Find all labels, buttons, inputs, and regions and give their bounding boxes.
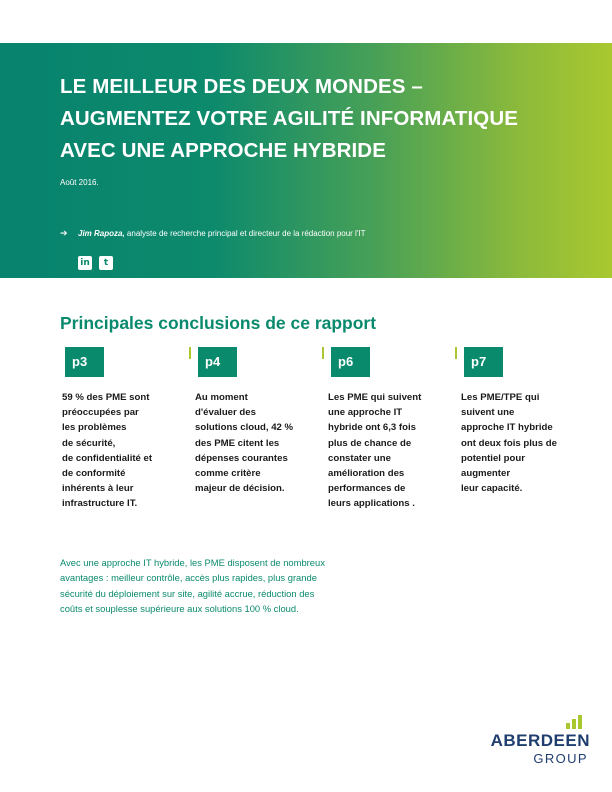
- finding-line: dépenses courantes: [195, 452, 288, 464]
- logo-group: GROUP: [533, 751, 588, 766]
- divider: [322, 347, 324, 359]
- finding-line: Au moment: [195, 392, 248, 403]
- finding-text: [62, 390, 183, 512]
- finding-line: une approche IT: [328, 407, 403, 419]
- finding-text: [328, 390, 449, 512]
- finding-line: leur capacité.: [461, 483, 523, 495]
- summary-line: Avec une approche IT hybride, les PME disposent de nombreux: [60, 557, 325, 568]
- finding-card: [457, 347, 582, 496]
- social-links: [78, 256, 113, 270]
- title-line: AUGMENTEZ VOTRE AGILITÉ INFORMATIQUE: [60, 107, 519, 130]
- header-banner: [0, 43, 612, 278]
- summary-line: coûts et souplesse supérieure aux solutions 100 % cloud.: [60, 603, 299, 615]
- twitter-icon[interactable]: t: [99, 256, 113, 270]
- logo-wordmark: ABERDEEN: [490, 731, 590, 750]
- finding-line: majeur de décision.: [195, 483, 285, 495]
- finding-text: [461, 390, 582, 496]
- finding-card: [191, 347, 316, 496]
- finding-line: approche IT hybride: [461, 422, 553, 434]
- finding-text: [195, 390, 316, 496]
- page-badge[interactable]: p4: [198, 347, 237, 377]
- finding-line: Les PME qui suivent: [328, 392, 422, 403]
- summary-paragraph: [60, 555, 390, 617]
- page-badge[interactable]: p3: [65, 347, 104, 377]
- finding-line: des PME citent les: [195, 437, 280, 449]
- summary-line: avantages : meilleur contrôle, accès plus rapides, plus grande: [60, 572, 317, 584]
- finding-line: constater une: [328, 452, 391, 464]
- page-badge[interactable]: p6: [331, 347, 370, 377]
- finding-line: les problèmes: [62, 422, 127, 434]
- finding-line: 59 % des PME sont: [62, 392, 150, 403]
- divider: [455, 347, 457, 359]
- finding-line: préoccupées par: [62, 407, 139, 419]
- finding-line: leurs applications .: [328, 498, 415, 510]
- page-badge[interactable]: p7: [464, 347, 503, 377]
- author-role: analyste de recherche principal et directeur de la rédaction pour l'IT: [126, 229, 366, 238]
- finding-line: comme critère: [195, 468, 261, 480]
- finding-card: [58, 347, 183, 512]
- finding-line: ont deux fois plus de: [461, 437, 557, 449]
- finding-line: amélioration des: [328, 468, 405, 480]
- finding-line: de confidentialité et: [62, 452, 153, 464]
- findings-title: Principales conclusions de ce rapport: [60, 313, 377, 333]
- finding-line: performances de: [328, 483, 406, 495]
- finding-line: potentiel pour: [461, 452, 525, 464]
- finding-line: solutions cloud, 42 %: [195, 422, 294, 434]
- author-text: [78, 228, 400, 239]
- finding-line: hybride ont 6,3 fois: [328, 422, 416, 434]
- finding-line: Les PME/TPE qui: [461, 392, 540, 403]
- author-line: [60, 228, 400, 239]
- linkedin-icon[interactable]: in: [78, 256, 92, 270]
- finding-line: suivent une: [461, 407, 515, 419]
- report-title: [60, 71, 580, 167]
- finding-line: de sécurité,: [62, 437, 116, 449]
- title-line: AVEC UNE APPROCHE HYBRIDE: [60, 139, 386, 162]
- finding-line: d'évaluer des: [195, 407, 256, 419]
- finding-line: augmenter: [461, 468, 511, 480]
- finding-line: inhérents à leur: [62, 483, 134, 495]
- report-date: Août 2016.: [60, 178, 99, 187]
- arrow-right-icon: ➔: [60, 228, 68, 238]
- finding-line: infrastructure IT.: [62, 498, 138, 510]
- finding-line: de conformité: [62, 468, 126, 480]
- finding-card: [324, 347, 449, 512]
- divider: [189, 347, 191, 359]
- bar-chart-icon: [566, 713, 586, 729]
- title-line: LE MEILLEUR DES DEUX MONDES –: [60, 75, 423, 98]
- finding-line: plus de chance de: [328, 437, 412, 449]
- author-name: Jim Rapoza,: [78, 229, 125, 238]
- summary-line: sécurité du déploiement sur site, agilité accrue, réduction des: [60, 587, 315, 599]
